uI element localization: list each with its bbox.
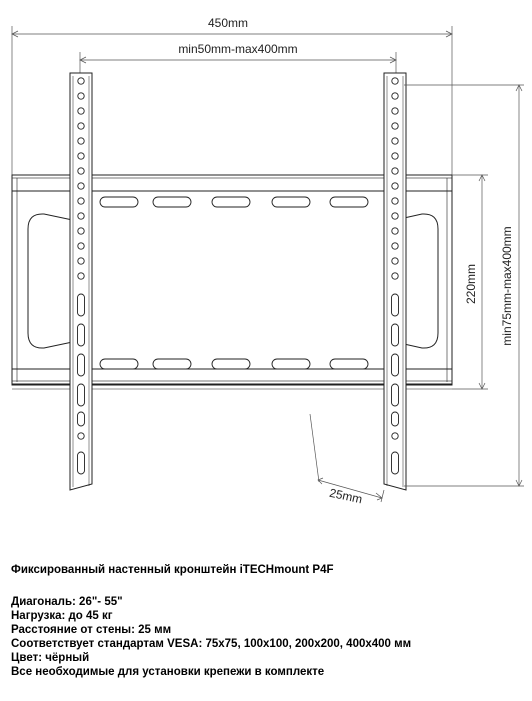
product-title: Фиксированный настенный кронштейн iTECHmount P4F bbox=[11, 564, 334, 576]
right-vertical-arm bbox=[384, 73, 406, 490]
overall-width-label: 450mm bbox=[207, 16, 249, 30]
wall-plate-bottom-slots bbox=[100, 359, 368, 369]
vesa-width-label: min50mm-max400mm bbox=[178, 42, 298, 56]
spec-vesa: Соответствует стандартам VESA: 75x75, 100x100, 200x200, 400x400 мм bbox=[11, 638, 412, 650]
wall-distance-label: 25mm bbox=[328, 485, 364, 507]
spec-fasteners: Все необходимые для установки крепежи в комплекте bbox=[11, 666, 325, 678]
wall-plate-top-slots bbox=[100, 197, 368, 207]
vesa-height-label: min75mm-max400mm bbox=[500, 226, 514, 346]
spec-load: Нагрузка: до 45 кг bbox=[11, 610, 113, 622]
bracket-height-label: 220mm bbox=[464, 263, 478, 305]
left-vertical-arm bbox=[70, 73, 92, 490]
spec-color: Цвет: чёрный bbox=[11, 652, 90, 664]
specifications-block bbox=[11, 563, 526, 679]
spec-wall-distance: Расстояние от стены: 25 мм bbox=[11, 624, 172, 636]
spec-diagonal: Диагональ: 26"- 55" bbox=[11, 596, 123, 608]
